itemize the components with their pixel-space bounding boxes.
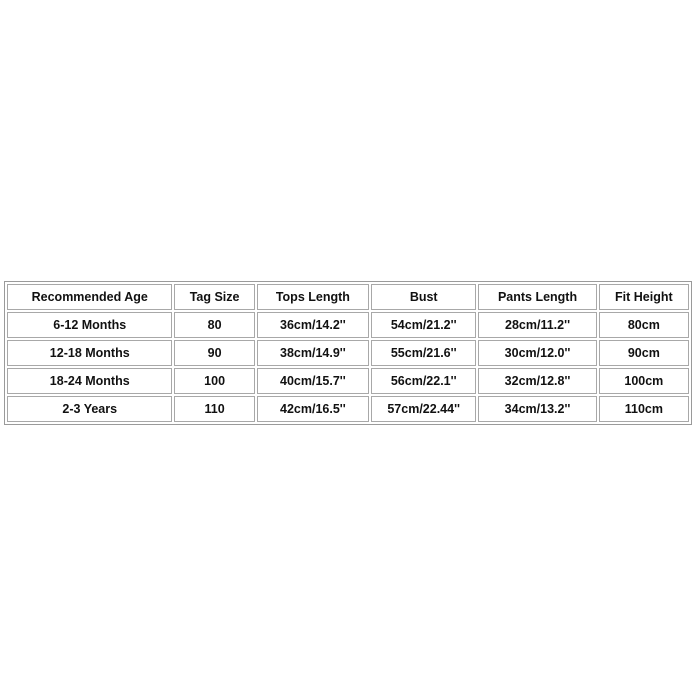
cell-bust: 56cm/22.1'' xyxy=(371,368,476,394)
cell-fit-height: 80cm xyxy=(599,312,689,338)
table-row xyxy=(7,312,689,338)
cell-tag-size: 110 xyxy=(174,396,254,422)
cell-tag-size: 90 xyxy=(174,340,254,366)
header-tops-length: Tops Length xyxy=(257,284,369,310)
table-row xyxy=(7,340,689,366)
header-bust: Bust xyxy=(371,284,476,310)
cell-tops-length: 38cm/14.9'' xyxy=(257,340,369,366)
cell-tops-length: 40cm/15.7'' xyxy=(257,368,369,394)
cell-pants-length: 28cm/11.2'' xyxy=(478,312,596,338)
cell-recommended-age: 2-3 Years xyxy=(7,396,172,422)
cell-fit-height: 90cm xyxy=(599,340,689,366)
cell-recommended-age: 18-24 Months xyxy=(7,368,172,394)
header-tag-size: Tag Size xyxy=(174,284,254,310)
cell-tops-length: 36cm/14.2'' xyxy=(257,312,369,338)
table-header-row xyxy=(7,284,689,310)
cell-bust: 57cm/22.44'' xyxy=(371,396,476,422)
cell-pants-length: 30cm/12.0'' xyxy=(478,340,596,366)
header-pants-length: Pants Length xyxy=(478,284,596,310)
cell-bust: 54cm/21.2'' xyxy=(371,312,476,338)
cell-tops-length: 42cm/16.5'' xyxy=(257,396,369,422)
size-chart-table xyxy=(4,281,692,425)
table-row xyxy=(7,396,689,422)
table-row xyxy=(7,368,689,394)
cell-pants-length: 32cm/12.8'' xyxy=(478,368,596,394)
cell-tag-size: 100 xyxy=(174,368,254,394)
header-fit-height: Fit Height xyxy=(599,284,689,310)
cell-tag-size: 80 xyxy=(174,312,254,338)
cell-recommended-age: 12-18 Months xyxy=(7,340,172,366)
cell-recommended-age: 6-12 Months xyxy=(7,312,172,338)
cell-bust: 55cm/21.6'' xyxy=(371,340,476,366)
cell-fit-height: 110cm xyxy=(599,396,689,422)
header-recommended-age: Recommended Age xyxy=(7,284,172,310)
cell-pants-length: 34cm/13.2'' xyxy=(478,396,596,422)
cell-fit-height: 100cm xyxy=(599,368,689,394)
